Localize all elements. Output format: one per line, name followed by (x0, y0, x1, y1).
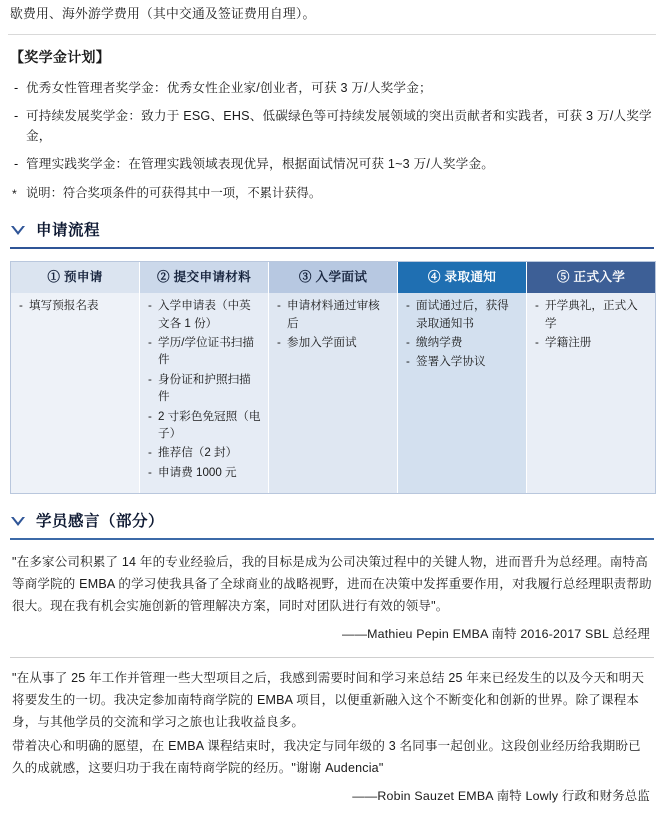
process-step-body (140, 293, 268, 493)
testimonial-attribution: ——Robin Sauzet EMBA 南特 Lowly 行政和财务总监 (352, 788, 650, 803)
section-header-process (8, 219, 656, 243)
section-title: 申请流程 (36, 221, 101, 239)
list-item: - 管理实践奖学金：在管理实践领域表现优异，根据面试情况可获 1~3 万/人奖学金。 (12, 155, 656, 175)
divider (10, 657, 654, 658)
process-step-body (527, 293, 655, 493)
list-item: - 签署入学协议 (406, 353, 520, 370)
list-item: - 填写预报名表 (19, 297, 133, 314)
section-underline (10, 247, 654, 249)
testimonial-text: 带着决心和明确的愿望，在 EMBA 课程结束时，我决定与同年级的 3 名同事一起创业。这段创业经历给我期盼已久的成就感，这要归功于我在南特商学院的经历。"谢谢 Audencia" (12, 739, 641, 775)
divider (8, 34, 656, 35)
list-item: - 可持续发展奖学金：致力于 ESG、EHS、低碳绿色等可持续发展领域的突出贡献者和实践者，可获 3 万/人奖学金， (12, 107, 656, 146)
scholarship-list (8, 79, 656, 175)
list-item: - 学籍注册 (535, 334, 649, 351)
process-column-1 (11, 262, 140, 493)
testimonial-2 (12, 668, 652, 807)
section-title: 学员感言（部分） (36, 513, 165, 531)
list-item: - 推荐信（2 封） (148, 444, 262, 461)
list-item: - 开学典礼，正式入学 (535, 297, 649, 332)
testimonial-text: "在多家公司积累了 14 年的专业经验后，我的目标是成为公司决策过程中的关键人物，进而晋升为总经理。南特高等商学院的 EMBA 的学习使我具备了全球商业的战略视野，进而在决策中发挥重要作用，对我履行总经理职责帮助很大。现在我有机会实施创新的管理解决方案，同时对团队进行有效的领导"。 (12, 555, 652, 613)
list-item: - 缴纳学费 (406, 334, 520, 351)
process-step-header: ③ 入学面试 (269, 262, 397, 294)
process-step-header: ⑤ 正式入学 (527, 262, 655, 294)
testimonial-1 (12, 552, 652, 645)
process-step-body (398, 293, 526, 493)
list-item: - 申请材料通过审核后 (277, 297, 391, 332)
testimonial-attribution: ——Mathieu Pepin EMBA 南特 2016-2017 SBL 总经理 (341, 626, 650, 641)
process-step-body (269, 293, 397, 493)
process-table (10, 261, 656, 494)
chevron-down-icon (10, 515, 26, 529)
section-underline (10, 538, 654, 540)
process-column-5 (527, 262, 655, 493)
process-step-header: ④ 录取通知 (398, 262, 526, 294)
list-item: - 入学申请表（中英文各 1 份） (148, 297, 262, 332)
list-item: - 学历/学位证书扫描件 (148, 334, 262, 369)
section-header-testimonials (8, 510, 656, 534)
process-step-body (11, 293, 139, 493)
list-item: - 申请费 1000 元 (148, 464, 262, 481)
list-item: - 优秀女性管理者奖学金：优秀女性企业家/创业者，可获 3 万/人奖学金； (12, 79, 656, 99)
testimonial-text: "在从事了 25 年工作并管理一些大型项目之后，我感到需要时间和学习来总结 25 年来已经发生的以及今天和明天将要发生的一切。我决定参加南特商学院的 EMBA 项目，以便重新融入这个不断变化和创新的世界。除了课程本身，与其他学员的交流和学习之旅也让我收益良多。 (12, 671, 645, 730)
process-step-header: ② 提交申请材料 (140, 262, 268, 294)
process-column-3 (269, 262, 398, 493)
list-item: - 面试通过后，获得录取通知书 (406, 297, 520, 332)
process-column-2 (140, 262, 269, 493)
scholarship-heading: 【奖学金计划】 (10, 48, 111, 65)
list-item: - 2 寸彩色免冠照（电子） (148, 408, 262, 443)
process-column-4 (398, 262, 527, 493)
scholarship-note: * 说明：符合奖项条件的可获得其中一项，不累计获得。 (8, 184, 656, 203)
chevron-down-icon (10, 224, 26, 238)
list-item: - 参加入学面试 (277, 334, 391, 351)
process-step-header: ① 预申请 (11, 262, 139, 294)
list-item: - 身份证和护照扫描件 (148, 371, 262, 406)
continuation-paragraph: 歇费用、海外游学费用（其中交通及签证费用自理）。 (10, 6, 316, 21)
